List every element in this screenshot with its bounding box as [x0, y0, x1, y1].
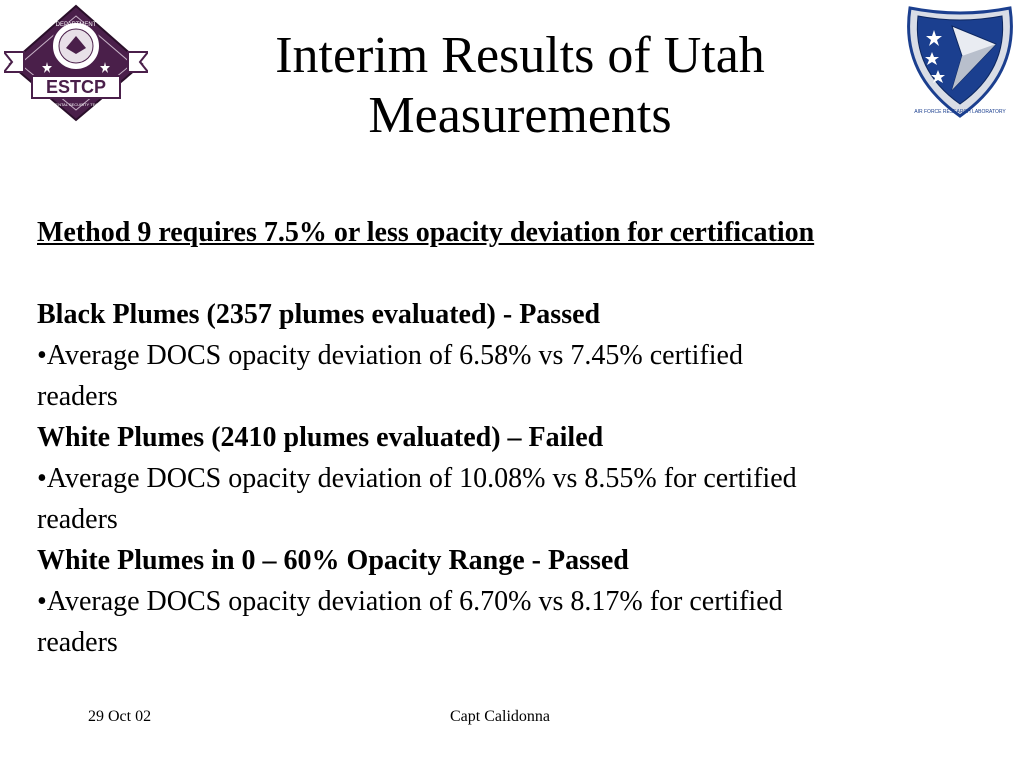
section-heading-white-plumes-range: White Plumes in 0 – 60% Opacity Range - Passed	[37, 545, 629, 576]
blank-line	[37, 253, 997, 294]
section-heading-white-plumes: White Plumes (2410 plumes evaluated) – Failed	[37, 422, 604, 453]
footer-date: 29 Oct 02	[88, 708, 152, 725]
bullet-white-plumes: •Average DOCS opacity deviation of 10.08% vs 8.55% for certified	[37, 463, 797, 494]
bullet-white-plumes-range: •Average DOCS opacity deviation of 6.70% vs 8.17% for certified	[37, 586, 783, 617]
slide-title	[150, 26, 890, 146]
estcp-logo-text: ESTCP	[45, 77, 107, 97]
svg-text:DEPARTMENT: DEPARTMENT	[55, 22, 97, 28]
svg-text:ENVIRONMENTAL SECURITY TECHNOL: ENVIRONMENTAL SECURITY TECHNOLOGY	[33, 102, 119, 107]
requirement-statement: Method 9 requires 7.5% or less opacity deviation for certification	[37, 217, 815, 248]
bullet-white-plumes-continued: readers	[37, 504, 118, 535]
bullet-black-plumes-continued: readers	[37, 381, 118, 412]
bullet-white-plumes-range-continued: readers	[37, 627, 118, 658]
slide-title-line-2: Measurements	[368, 87, 672, 144]
estcp-logo-icon	[4, 4, 148, 122]
svg-text:AIR FORCE RESEARCH LABORATORY: AIR FORCE RESEARCH LABORATORY	[914, 109, 1006, 115]
slide-title-line-1: Interim Results of Utah	[275, 27, 765, 84]
footer-author: Capt Calidonna	[450, 708, 550, 725]
section-heading-black-plumes: Black Plumes (2357 plumes evaluated) - Passed	[37, 299, 601, 330]
slide-body	[37, 212, 997, 663]
bullet-black-plumes: •Average DOCS opacity deviation of 6.58% vs 7.45% certified	[37, 340, 743, 371]
afrl-shield-icon	[896, 4, 1024, 120]
